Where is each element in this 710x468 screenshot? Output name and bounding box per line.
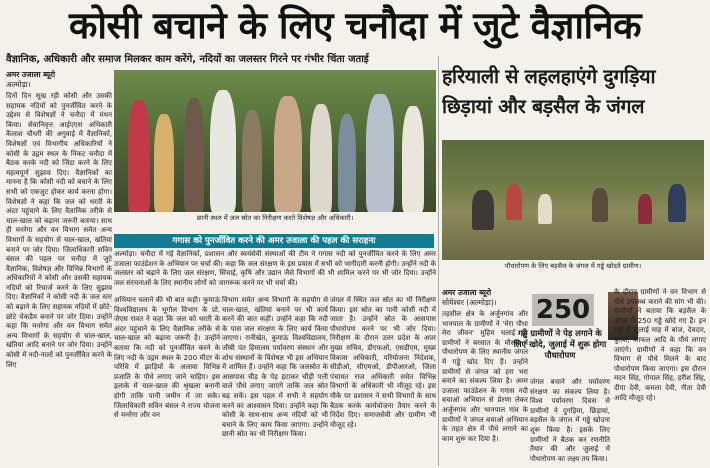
right-headline-line1: हरियाली से लहलहाएंगे दुगड़िया (442, 65, 656, 88)
left-article-col1 (6, 70, 112, 466)
left-article-col2: अभियान चलाने की भी बात कही। कुमाऊं विश्वविद्यालय के भूगोल विभाग के प्रो. जेएस रावत ने कहा कि जल को धरती के अंदर पहुंचाने के लिए वैज्ञानिक तरीके से चाल-खाल को बढ़ाना जरूरी है। उन्होंने बताया कि नदी को पुनर्जीवित करने के लिए नदी के उद्गम स्थल के 200 मीटर के परिधि में झाड़ियों के अलावा विभिन्न प्रजाति के पौधे लगाए जाने चाहिए। इस इलाके में चाल-खाल की श्रृंखला बनानी होगी ताकि पानी जमीन में जा सके। जिलाधिकारी सविन बंसल ने राज्य योजना से मनरेगा और वन (114, 296, 220, 420)
left-article-col3: विभाग समेत अन्य विभागों के सहयोग से चाल-खाल, खंतियां बनाने पर भी कार्य करने की बात कही। उन्होंने कहा कि नदी के पास जल संरक्षण के लिए कार्य किया जाएगा। रानीखेत, कुमाऊं विश्वविद्यालय, जीबी पंत हिमालय पर्यावरण संस्थान और शोध संस्थानों के विशेषज्ञ भी इस अभियान में शामिल हैं। उन्होंने कहा कि जलस्रोत के आसपास चीड़ के पेड़ हटाकर चौड़ी पत्ती वाले पौधे लगाए जाएंगे ताकि जल स्रोत बढ़ सकें। इस पहल में सभी ने सहयोग करने का आश्वासन दिया। उन्होंने कहा कि कोसी के साथ-साथ अन्य नदियों को भी बचाने के लिए काम किया जाएगा। उन्होंने छानी स्रोत का भी निरीक्षण किया। (222, 296, 328, 439)
inspection-photo (114, 70, 436, 212)
dateline: अल्मोड़ा। (6, 80, 31, 89)
plantation-caption: पौधारोपण के लिए बड़सैल के जंगल में गड्ढे खोदते ग्रामीण। (504, 262, 642, 270)
right-article-col3: के दौरान ग्रामीणों ने वन विभाग से पौधे उपलब्ध कराने की मांग भी की। ग्रामीणों ने बताया कि बड़सैल के जंगल में 250 गड्ढे खोदे गए हैं। इन गड्ढों में जुलाई माह में बांज, देवदार, बुरांश, काफल आदि के पौधे लगाए जाएंगे। ग्रामीणों ने कहा कि वन विभाग से पौधे मिलने के बाद पौधारोपण किया जाएगा। इस दौरान मदन सिंह, गोपाल सिंह, हरीश सिंह, दीपा देवी, कमला देवी, गीता देवी आदि मौजूद रहे। (614, 288, 706, 402)
right-headline-line2: छिड़ायां और बड़सैल के जंगल (442, 95, 645, 118)
right-article-col2: जंगल बचाने और पर्यावरण संरक्षण का संकल्प लिया है। विश्व पर्यावरण दिवस से ग्रामीणों ने दुगड़िया, छिड़ायां, बड़सैल के जंगल में गड्ढे खोदना शुरू किया है। इसके लिए ग्रामीणों ने बैठक कर रणनीति तैयार की और जुलाई में पौधारोपण का लक्ष्य तय किया। (530, 378, 610, 463)
main-headline: कोसी बचाने के लिए चनौदा में जुटे वैज्ञानिक (68, 4, 642, 47)
stat-text: गड्ढे ग्रामीणों ने पेड़ लगाने के लिए खोदे, जुलाई में शुरू होगा पौधारोपण (513, 328, 607, 360)
byline: अमर उजाला ब्यूरो (6, 70, 56, 79)
article-text: दिनों दिन सूख रही कोसी और उसकी सहायक नदियों को पुनर्जीवित करने के उद्देश्य से विशेषज्ञों ने चनौदा में मंथन किया। सेवानिवृत्त आईएएस अधिकारी कैलाश चौधरी की अगुवाई में वैज्ञानिकों, विशेषज्ञों एवं विभागीय अधिकारियों ने कोसी के उद्गम स्थल के निकट चनौदा में बैठक करके नदी को जिंदा करने के लिए महत्वपूर्ण सुझाव दिए। वैज्ञानिकों का मानना है कि कोसी नदी को बचाने के लिए सभी को एकजुट होकर कार्य करना होगा। विशेषज्ञों ने कहा कि जल को धरती के अंदर पहुंचाने के लिए वैज्ञानिक तरीके से चाल-खाल को बढ़ाना जरूरी बताया। साथ ही मनरेगा और वन विभाग समेत अन्य विभागों के सहयोग से चाल-खाल, खंतियां बनाने पर जोर दिया। जिलाधिकारी सविन बंसल की पहल पर चनौदा में जुटे वैज्ञानिक, विशेषज्ञ और विभिन्न विभागों के अधिकारियों ने कोसी और उसकी सहायक नदियों को रिचार्ज करने के लिए सुझाव दिए। वैज्ञानिकों ने कोसी नदी के जल स्तर को बढ़ाने के लिए सहायक नदियों में छोटे-छोटे चेकडैम बनाने पर जोर दिया। उन्होंने कहा कि मनरेगा और वन विभाग समेत अन्य विभागों के सहयोग से चाल-खाल, खंतियां आदि बनाने पर जोर दिया। उन्होंने कोसी में नदी-नालों को पुनर्जीवित करने के लिए (6, 92, 112, 369)
plantation-photo (442, 140, 704, 260)
right-byline: अमर उजाला ब्यूरो (442, 288, 492, 297)
sub-headline: वैज्ञानिक, अधिकारी और समाज मिलकर काम करेंगे, नदियों का जलस्तर गिरने पर गंभीर चिंता जताई (6, 54, 369, 65)
right-dateline: सोमेश्वर (अल्मोड़ा)। (442, 298, 497, 307)
section-banner: गगास को पुनर्जीवित करने की अमर उजाला की पहल की सराहना (114, 234, 434, 248)
stat-number: 250 (532, 294, 594, 326)
left-article-col4: जंगल में स्थित जल स्रोत का भी निरीक्षण किया। इस स्रोत का पानी कोसी नदी में जाता है। उन्होंने स्रोत के आसपास पौधारोपण करने पर भी जोर दिया। निरीक्षण के दौरान उत्तर प्रदेश के अपर मुख्य सचिव, डीएफओ, एसडीएम, मुख्य विकास अधिकारी, परियोजना निदेशक, सीडीओ, सीएमओ, डीपीआरओ, जिला पंचायत राज अधिकारी समेत विभिन्न विभागों के अधिकारी भी मौजूद रहे। इस मौके पर प्रशासन ने सभी विभागों के साथ बैठक करके कार्ययोजना तैयार करने के निर्देश दिए। समाजसेवी और ग्रामीण भी मौजूद रहे। (330, 296, 436, 429)
right-article-col1 (442, 288, 528, 466)
banner-text: अल्मोड़ा। चनौदा में गई वैज्ञानिकों, प्रशासन और स्वयंसेवी संस्थाओं की टीम ने गगास नदी को पुनर्जीवित करने के लिए अमर उजाला फाउंडेशन के अभियान पर चर्चा की। कहा कि जल संरक्षण के इस प्रयास में सभी को भागीदारी करनी होगी। उन्होंने नदी के जलस्तर को बढ़ाने के लिए जल संरक्षण, सिंचाई, कृषि और उद्यान जैसे विभागों की भी शामिल करने पर भी जोर दिया। उन्होंने जल संरचनाओं के लिए स्थानीय लोगों को जागरूक करने पर भी चर्चा की। (114, 250, 436, 287)
right-article-text: तहसील क्षेत्र के अर्जुनगांव और भानपाल के ग्रामीणों ने 'मेरा पौधा मेरा जीवन' मुहिम चलाई है। ग्रामीणों ने बरसात के मौसम में पौधारोपण के लिए स्थानीय जंगल में गड्ढे खोद दिए हैं। उन्होंने ग्रामीणों से जंगल को हरा भरा बनाने का संकल्प लिया है। अमर उजाला फाउंडेशन के गगास नदी बचाओ अभियान से प्रेरणा लेकर अर्जुनगांव और भानपाल गांव के ग्रामीणों ने जंगल बचाओ अभियान के तहत क्षेत्र में पौधे लगाने का काम शुरू कर दिया है। (442, 310, 528, 443)
photo-caption: छानी स्थल में जल स्रोत का निरीक्षण करते विशेषज्ञ और अधिकारी। (196, 214, 354, 222)
